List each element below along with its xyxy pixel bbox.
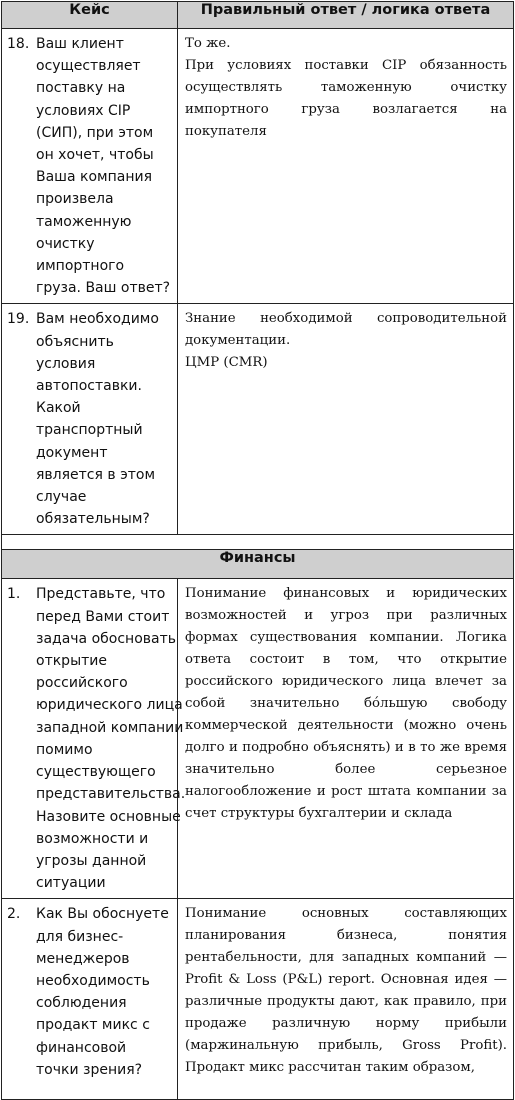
case-number: 18. xyxy=(7,36,30,52)
case-cell xyxy=(2,304,178,535)
header-answer: Правильный ответ / логика ответа xyxy=(178,2,514,29)
section-title: Финансы xyxy=(2,550,514,579)
table-row xyxy=(2,899,514,1100)
case-question: Представьте, что перед Вами стоит задача обосновать открытие российского юридического лица западной компании помимо существующего представительства. Назовите основные возможности и угрозы данной ситуации xyxy=(36,586,186,892)
answer-paragraph: То же. xyxy=(185,36,231,51)
table-row xyxy=(2,579,514,899)
case-number: 19. xyxy=(7,311,30,328)
case-question: Как Вы обоснуете для бизнес-менеджеров необходимость соблюдения продакт микс с финансовой точки зрения? xyxy=(36,906,169,1078)
case-cell xyxy=(2,899,178,1100)
case-cell xyxy=(2,579,186,899)
answer-cell xyxy=(178,579,514,899)
case-number: 1. xyxy=(7,586,21,603)
case-question: Ваш клиент осуществляет поставку на условиях CIP (СИП), при этом он хочет, чтобы Ваша компания произвела таможенную очистку импортного груза. Ваш ответ? xyxy=(36,36,171,297)
header-case: Кейс xyxy=(2,2,178,29)
answer-paragraph: Знание необходимой сопроводительной документации. xyxy=(185,311,507,349)
case-question: Вам необходимо объяснить условия автопоставки. Какой транспортный документ является в этом случае обязательным? xyxy=(36,311,159,528)
case-cell xyxy=(2,29,178,304)
interview-cases-table xyxy=(1,1,514,1100)
table-header-row xyxy=(2,2,514,29)
section-row xyxy=(2,550,514,579)
table-row xyxy=(2,304,514,535)
answer-cell xyxy=(178,29,514,304)
answer-paragraph: Понимание финансовых и юридических возможностей и угроз при различных формах существования компании. Логика ответа состоит в том, что открытие российского юридического лица влечет за собой значительно бóльшую свободу коммерческой деятельности (можно очень долго и подробно объяснять) и в то же время значительно более серьезное налогообложение и рост штата компании за счет структуры бухгалтерии и склада xyxy=(185,586,507,822)
answer-cell xyxy=(178,899,514,1100)
answer-paragraph: При условиях поставки CIP обязанность осуществлять таможенную очистку импортного груза возлагается на покупателя xyxy=(185,58,507,139)
answer-cell xyxy=(178,304,514,535)
answer-paragraph: ЦМР (CMR) xyxy=(185,355,268,371)
spacer-row xyxy=(2,535,514,550)
table-row xyxy=(2,29,514,304)
spacer-cell xyxy=(2,535,514,550)
answer-paragraph: Понимание основных составляющих планирования бизнеса, понятия рентабельности, для западных компаний — Profit & Loss (P&L) report. Основная идея — различные продукты дают, как правило, при продаже различную норму прибыли (маржинальную прибыль, Gross Profit). Продакт микс рассчитан таким образом, xyxy=(185,906,507,1076)
case-number: 2. xyxy=(7,906,21,923)
